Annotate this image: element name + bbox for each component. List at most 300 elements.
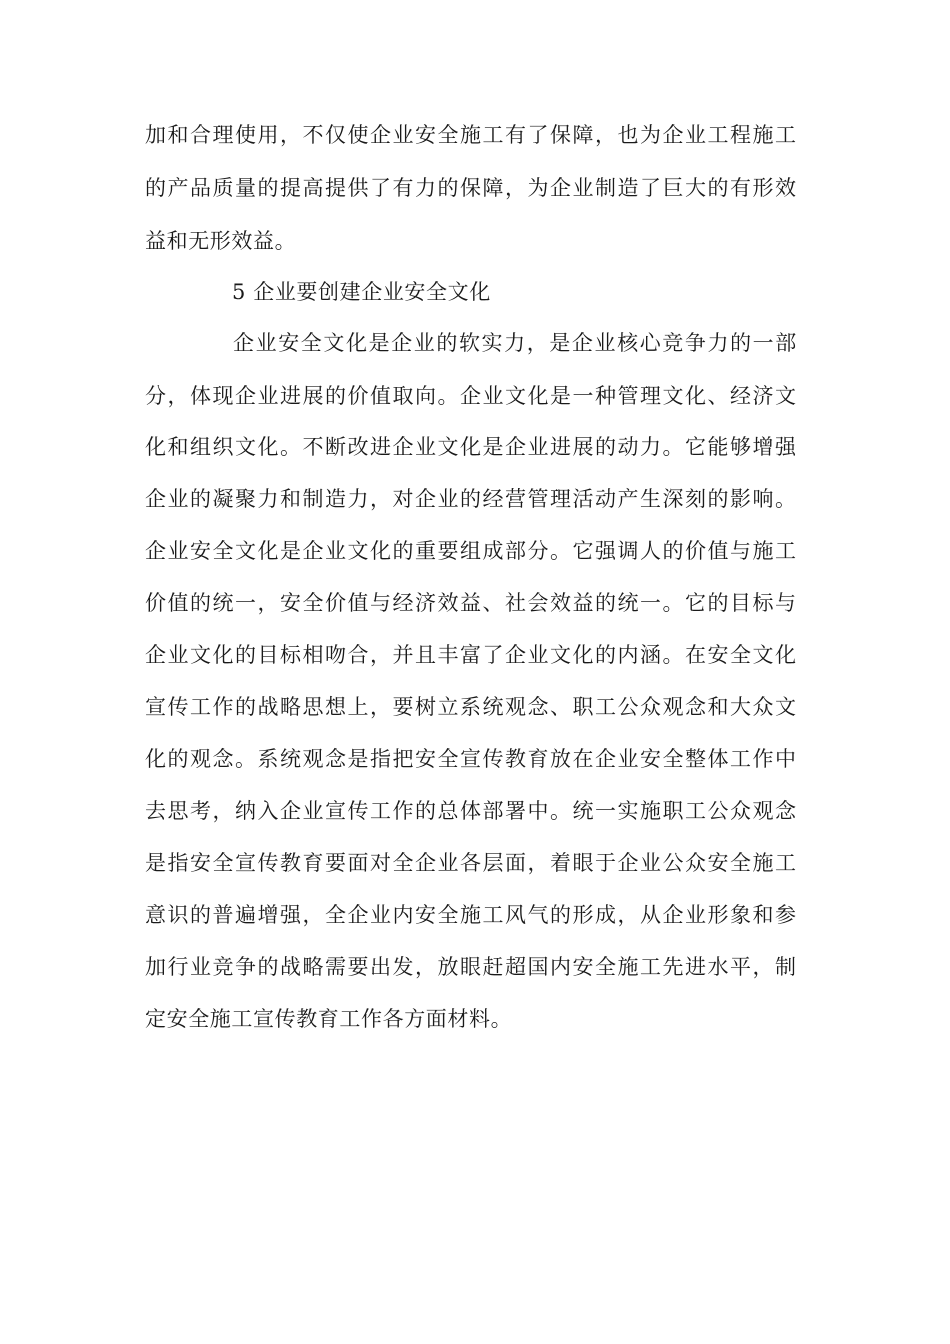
glyph: 观 xyxy=(302,747,325,771)
glyph: 战 xyxy=(280,955,302,979)
glyph: 工 xyxy=(595,695,617,719)
glyph: 工 xyxy=(775,123,797,147)
paragraph-first-line xyxy=(233,328,797,358)
glyph: 了 xyxy=(640,176,662,200)
glyph: 要 xyxy=(437,539,460,563)
glyph: 它 xyxy=(685,435,707,459)
glyph: 工 xyxy=(190,695,212,719)
glyph: ， xyxy=(617,903,640,927)
glyph: 在 xyxy=(572,747,595,771)
glyph: 障 xyxy=(482,176,505,200)
glyph: 的 xyxy=(392,539,415,563)
glyph: ， xyxy=(370,643,392,667)
glyph: 育 xyxy=(527,747,550,771)
glyph: 和 xyxy=(280,487,302,511)
glyph: 强 xyxy=(280,903,302,927)
glyph: 的 xyxy=(707,591,730,615)
glyph: 。 xyxy=(775,487,797,511)
glyph: 织 xyxy=(212,435,235,459)
glyph: 活 xyxy=(572,487,595,511)
glyph: 不 xyxy=(302,435,325,459)
glyph: 业 xyxy=(617,747,640,771)
glyph: 安 xyxy=(190,539,212,563)
glyph: 一 xyxy=(235,591,257,615)
line-text: 定安全施工宣传教育工作各方面材料。 xyxy=(145,1007,513,1031)
glyph: 富 xyxy=(460,643,482,667)
glyph: 总 xyxy=(437,799,460,823)
glyph: 念 xyxy=(212,747,235,771)
glyph: 理 xyxy=(640,384,662,408)
glyph: 增 xyxy=(752,435,775,459)
glyph: 竞 xyxy=(212,955,235,979)
glyph: 动 xyxy=(617,435,640,459)
paragraph-line xyxy=(145,744,797,774)
glyph: 业 xyxy=(415,435,437,459)
glyph: 施 xyxy=(460,903,482,927)
glyph: 眼 xyxy=(572,851,595,875)
glyph: 安 xyxy=(707,851,730,875)
glyph: 化 xyxy=(572,643,595,667)
glyph: 形 xyxy=(707,903,730,927)
glyph: 全 xyxy=(437,123,460,147)
glyph: 文 xyxy=(775,384,797,408)
glyph: 的 xyxy=(595,591,617,615)
glyph: 值 xyxy=(370,384,392,408)
glyph: 念 xyxy=(685,695,707,719)
glyph: ， xyxy=(527,851,550,875)
glyph: 社 xyxy=(505,591,527,615)
glyph: 供 xyxy=(347,176,370,200)
glyph: 全 xyxy=(212,851,235,875)
glyph: 实 xyxy=(481,331,504,355)
glyph: 企 xyxy=(280,799,302,823)
glyph: 质 xyxy=(212,176,235,200)
glyph: 思 xyxy=(167,799,190,823)
glyph: 面 xyxy=(347,851,370,875)
glyph: 施 xyxy=(617,955,640,979)
glyph: 够 xyxy=(730,435,752,459)
glyph: 是 xyxy=(549,331,571,355)
glyph: 文 xyxy=(323,331,345,355)
glyph: 化 xyxy=(527,384,550,408)
glyph: 的 xyxy=(190,591,212,615)
glyph: 是 xyxy=(280,539,302,563)
glyph: 力 xyxy=(707,331,730,355)
glyph: 业 xyxy=(257,384,280,408)
glyph: 值 xyxy=(707,539,730,563)
glyph: 和 xyxy=(707,695,730,719)
glyph: 也 xyxy=(617,123,640,147)
glyph: 业 xyxy=(167,539,190,563)
glyph: 纳 xyxy=(235,799,257,823)
paragraph-line xyxy=(145,952,797,982)
glyph: 进 xyxy=(370,435,392,459)
glyph: 进 xyxy=(685,955,707,979)
glyph: 风 xyxy=(505,903,527,927)
glyph: ， xyxy=(370,695,392,719)
glyph: 生 xyxy=(640,487,662,511)
paragraph-line xyxy=(145,900,797,930)
glyph: 气 xyxy=(527,903,550,927)
glyph: 争 xyxy=(235,955,257,979)
glyph: 制 xyxy=(302,487,325,511)
glyph: 、 xyxy=(482,591,505,615)
paragraph-line xyxy=(145,226,296,256)
glyph: 业 xyxy=(437,851,460,875)
glyph: 部 xyxy=(505,539,527,563)
glyph: ， xyxy=(212,799,235,823)
glyph: 和 xyxy=(752,903,775,927)
glyph: 。 xyxy=(550,539,572,563)
glyph: 文 xyxy=(775,695,797,719)
glyph: ， xyxy=(415,955,437,979)
line-text: 益和无形效益。 xyxy=(145,229,297,253)
glyph: 价 xyxy=(685,539,707,563)
glyph: 保 xyxy=(550,123,572,147)
glyph: 化 xyxy=(145,435,167,459)
glyph: 出 xyxy=(370,955,392,979)
glyph: 发 xyxy=(392,955,415,979)
glyph: 业 xyxy=(325,539,347,563)
glyph: 全 xyxy=(437,903,460,927)
glyph: 效 xyxy=(775,176,797,200)
glyph: ， xyxy=(505,176,527,200)
glyph: 目 xyxy=(257,643,280,667)
glyph: 种 xyxy=(595,384,617,408)
glyph: 与 xyxy=(370,591,392,615)
glyph: 业 xyxy=(527,643,550,667)
glyph: 组 xyxy=(190,435,212,459)
glyph: 人 xyxy=(640,539,662,563)
glyph: 程 xyxy=(730,123,752,147)
glyph: 能 xyxy=(707,435,730,459)
glyph: 标 xyxy=(752,591,775,615)
glyph: 化 xyxy=(685,384,707,408)
glyph: 中 xyxy=(775,747,797,771)
glyph: 业 xyxy=(640,851,662,875)
glyph: 为 xyxy=(527,176,550,200)
glyph: 文 xyxy=(235,435,257,459)
glyph: 作 xyxy=(212,695,235,719)
glyph: 业 xyxy=(685,903,707,927)
glyph: 凝 xyxy=(212,487,235,511)
glyph: 各 xyxy=(460,851,482,875)
glyph: 刻 xyxy=(685,487,707,511)
glyph: 影 xyxy=(730,487,752,511)
paragraph-line xyxy=(145,484,797,514)
glyph: 济 xyxy=(415,591,437,615)
glyph: 、 xyxy=(707,384,730,408)
glyph: 业 xyxy=(527,435,550,459)
glyph: ， xyxy=(370,487,392,511)
glyph: 了 xyxy=(370,176,392,200)
glyph: 效 xyxy=(437,591,460,615)
glyph: 力 xyxy=(504,331,526,355)
glyph: 、 xyxy=(550,695,572,719)
glyph: 对 xyxy=(370,851,392,875)
glyph: 力 xyxy=(640,435,662,459)
glyph: 实 xyxy=(617,799,640,823)
glyph: 聚 xyxy=(235,487,257,511)
glyph: 有 xyxy=(392,176,415,200)
glyph: 宣 xyxy=(460,747,482,771)
glyph: 用 xyxy=(257,123,280,147)
glyph: 象 xyxy=(730,903,752,927)
glyph: 安 xyxy=(640,747,662,771)
glyph: 价 xyxy=(325,591,347,615)
glyph: 使 xyxy=(235,123,257,147)
glyph: 全 xyxy=(730,643,752,667)
glyph: 宣 xyxy=(235,851,257,875)
glyph: 。 xyxy=(662,643,685,667)
glyph: 职 xyxy=(662,799,685,823)
glyph: 化 xyxy=(145,747,167,771)
glyph: 是 xyxy=(145,851,167,875)
glyph: 部 xyxy=(775,331,797,355)
glyph: 企 xyxy=(505,643,527,667)
glyph: 层 xyxy=(482,851,505,875)
section-heading: 5 企业要创建企业安全文化 xyxy=(232,280,491,304)
glyph: 是 xyxy=(482,435,505,459)
glyph: 的 xyxy=(257,955,280,979)
glyph: 施 xyxy=(640,799,662,823)
glyph: 并 xyxy=(392,643,415,667)
glyph: 需 xyxy=(325,955,347,979)
glyph: 念 xyxy=(325,747,347,771)
glyph: 的 xyxy=(415,799,437,823)
glyph: 传 xyxy=(347,799,370,823)
glyph: 上 xyxy=(347,695,370,719)
glyph: 传 xyxy=(167,695,190,719)
glyph: 系 xyxy=(257,747,280,771)
glyph: 略 xyxy=(302,955,325,979)
glyph: 经 xyxy=(730,384,752,408)
glyph: 分 xyxy=(145,384,167,408)
glyph: 安 xyxy=(707,643,730,667)
glyph: 了 xyxy=(527,123,550,147)
glyph: 会 xyxy=(527,591,550,615)
glyph: 的 xyxy=(460,487,482,511)
glyph: 。 xyxy=(662,591,685,615)
glyph: 企 xyxy=(233,331,255,355)
glyph: 全 xyxy=(212,539,235,563)
glyph: 去 xyxy=(145,799,167,823)
glyph: 施 xyxy=(752,123,775,147)
glyph: 重 xyxy=(415,539,437,563)
glyph: 业 xyxy=(167,487,190,511)
glyph: 署 xyxy=(505,799,527,823)
glyph: 保 xyxy=(460,176,482,200)
glyph: 安 xyxy=(415,747,437,771)
glyph: 文 xyxy=(347,539,370,563)
glyph: 把 xyxy=(392,747,415,771)
glyph: 值 xyxy=(347,591,370,615)
glyph: 造 xyxy=(617,176,640,200)
glyph: 的 xyxy=(190,487,212,511)
glyph: 使 xyxy=(347,123,370,147)
glyph: 工 xyxy=(775,851,797,875)
glyph: 对 xyxy=(392,487,415,511)
glyph: 的 xyxy=(707,487,730,511)
paragraph-line xyxy=(145,692,797,722)
glyph: 企 xyxy=(415,851,437,875)
glyph: 争 xyxy=(684,331,707,355)
glyph: 营 xyxy=(505,487,527,511)
glyph: 管 xyxy=(617,384,640,408)
glyph: 造 xyxy=(325,487,347,511)
glyph: 要 xyxy=(347,955,370,979)
glyph: 全 xyxy=(730,851,752,875)
glyph: 公 xyxy=(707,799,730,823)
glyph: 内 xyxy=(550,955,572,979)
paragraph-line xyxy=(145,1004,512,1034)
glyph: 断 xyxy=(325,435,347,459)
glyph: 业 xyxy=(255,331,278,355)
glyph: 于 xyxy=(595,851,617,875)
glyph: 企 xyxy=(662,903,685,927)
glyph: 想 xyxy=(325,695,347,719)
glyph: 强 xyxy=(775,435,797,459)
glyph: 业 xyxy=(302,799,325,823)
glyph: 合 xyxy=(190,123,212,147)
glyph: 文 xyxy=(190,643,212,667)
glyph: 加 xyxy=(145,955,167,979)
glyph: 组 xyxy=(460,539,482,563)
glyph: 文 xyxy=(437,435,460,459)
glyph: 略 xyxy=(280,695,302,719)
glyph: 企 xyxy=(460,384,482,408)
glyph: 教 xyxy=(280,851,302,875)
glyph: 合 xyxy=(347,643,370,667)
glyph: 加 xyxy=(145,123,167,147)
glyph: 增 xyxy=(257,903,280,927)
glyph: 业 xyxy=(413,331,436,355)
glyph: ， xyxy=(302,903,325,927)
glyph: 工 xyxy=(707,123,730,147)
glyph: 业 xyxy=(167,643,190,667)
glyph: 传 xyxy=(482,747,505,771)
glyph: 教 xyxy=(505,747,527,771)
glyph: 调 xyxy=(617,539,640,563)
glyph: 全 xyxy=(662,747,685,771)
glyph: 全 xyxy=(595,955,617,979)
glyph: 整 xyxy=(685,747,707,771)
glyph: 经 xyxy=(392,591,415,615)
glyph: 量 xyxy=(235,176,257,200)
glyph: 吻 xyxy=(325,643,347,667)
glyph: 平 xyxy=(730,955,752,979)
glyph: 战 xyxy=(257,695,280,719)
glyph: 体 xyxy=(707,747,730,771)
glyph: 提 xyxy=(325,176,347,200)
glyph: 目 xyxy=(730,591,752,615)
glyph: 丰 xyxy=(437,643,460,667)
glyph: 相 xyxy=(302,643,325,667)
glyph: 文 xyxy=(235,539,257,563)
paragraph-line xyxy=(145,173,797,203)
glyph: 在 xyxy=(685,643,707,667)
glyph: 的 xyxy=(550,903,572,927)
glyph: 的 xyxy=(257,176,280,200)
glyph: 是 xyxy=(368,331,391,355)
glyph: 产 xyxy=(167,176,190,200)
glyph: 一 xyxy=(595,799,617,823)
glyph: 一 xyxy=(640,591,662,615)
glyph: 观 xyxy=(662,695,685,719)
paragraph-line xyxy=(145,381,797,411)
glyph: 品 xyxy=(190,176,212,200)
glyph: 考 xyxy=(190,799,212,823)
glyph: 全 xyxy=(302,591,325,615)
glyph: 是 xyxy=(550,384,572,408)
glyph: 参 xyxy=(775,903,797,927)
paragraph-line xyxy=(145,588,797,618)
glyph: 化 xyxy=(257,539,280,563)
glyph: 众 xyxy=(685,851,707,875)
paragraph-line xyxy=(145,432,797,462)
glyph: 职 xyxy=(572,695,595,719)
glyph: 力 xyxy=(415,176,437,200)
glyph: 要 xyxy=(392,695,415,719)
glyph: 要 xyxy=(325,851,347,875)
glyph: 和 xyxy=(167,435,190,459)
glyph: 指 xyxy=(370,747,392,771)
glyph: 响 xyxy=(752,487,775,511)
glyph: 施 xyxy=(752,539,775,563)
glyph: 企 xyxy=(415,487,437,511)
glyph: 企 xyxy=(347,903,370,927)
glyph: 统 xyxy=(482,695,505,719)
glyph: 进 xyxy=(550,435,572,459)
glyph: 化 xyxy=(370,539,392,563)
glyph: 施 xyxy=(752,851,775,875)
glyph: 观 xyxy=(190,747,212,771)
glyph: 。 xyxy=(280,435,302,459)
glyph: 心 xyxy=(639,331,662,355)
glyph: 为 xyxy=(640,123,662,147)
glyph: 统 xyxy=(280,747,302,771)
glyph: 文 xyxy=(752,643,775,667)
glyph: 企 xyxy=(617,851,640,875)
glyph: 安 xyxy=(572,955,595,979)
glyph: 作 xyxy=(392,799,415,823)
glyph: 与 xyxy=(775,591,797,615)
glyph: 的 xyxy=(707,176,730,200)
glyph: 思 xyxy=(302,695,325,719)
glyph: 统 xyxy=(212,591,235,615)
glyph: 遍 xyxy=(235,903,257,927)
paragraph-line xyxy=(145,848,797,878)
glyph: 它 xyxy=(685,591,707,615)
glyph: 力 xyxy=(257,487,280,511)
paragraph-line xyxy=(145,536,797,566)
glyph: 它 xyxy=(572,539,595,563)
glyph: 与 xyxy=(730,539,752,563)
glyph: 价 xyxy=(347,384,370,408)
glyph: 公 xyxy=(662,851,685,875)
glyph: 作 xyxy=(752,747,775,771)
glyph: 向 xyxy=(415,384,437,408)
glyph: 意 xyxy=(145,903,167,927)
glyph: 成 xyxy=(482,539,505,563)
glyph: 放 xyxy=(550,747,572,771)
glyph: 安 xyxy=(280,591,302,615)
glyph: 安 xyxy=(415,903,437,927)
glyph: 业 xyxy=(482,384,505,408)
glyph: 树 xyxy=(415,695,437,719)
glyph: 分 xyxy=(527,539,550,563)
glyph: ， xyxy=(526,331,549,355)
